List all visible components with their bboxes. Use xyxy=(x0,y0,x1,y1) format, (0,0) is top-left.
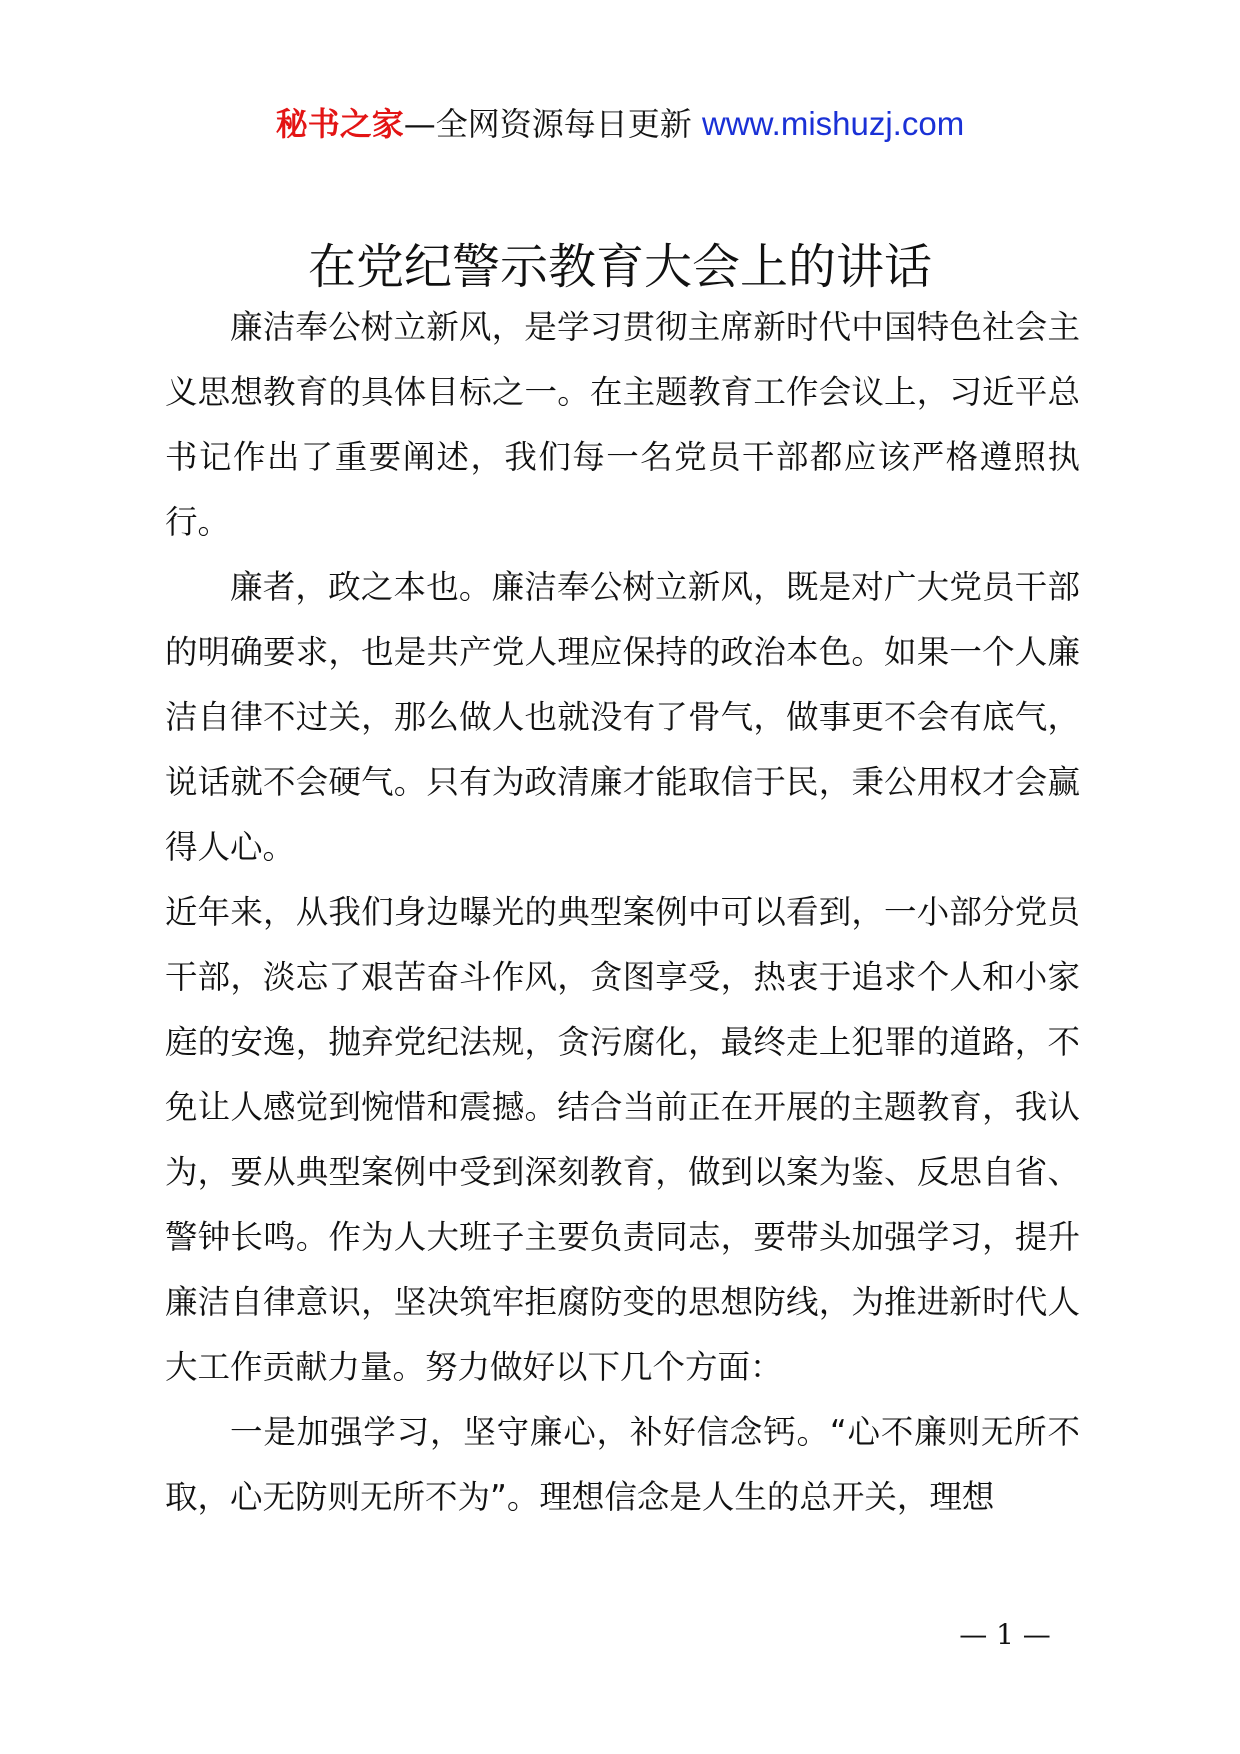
document-title: 在党纪警示教育大会上的讲话 xyxy=(307,239,932,295)
paragraph-4: 一是加强学习，坚守廉心，补好信念钙。“心不廉则无所不取，心无防则无所不为”。理想信念是人生的总开关，理想 xyxy=(165,1413,1080,1516)
site-header xyxy=(0,94,1240,154)
paragraph-2: 廉者，政之本也。廉洁奉公树立新风，既是对广大党员干部的明确要求，也是共产党人理应保持的政治本色。如果一个人廉洁自律不过关，那么做人也就没有了骨气，做事更不会有底气，说话就不会硬气。只有为政清廉才能取信于民，秉公用权才会赢得人心。 xyxy=(165,568,1080,866)
paragraph-1: 廉洁奉公树立新风，是学习贯彻主席新时代中国特色社会主义思想教育的具体目标之一。在主题教育工作会议上，习近平总书记作出了重要阐述，我们每一名党员干部都应该严格遵照执行。 xyxy=(165,308,1080,541)
site-tagline: —全网资源每日更新 xyxy=(403,105,702,143)
site-url-link[interactable]: www.mishuzj.com xyxy=(701,105,965,142)
paragraph-3: 近年来，从我们身边曝光的典型案例中可以看到，一小部分党员干部，淡忘了艰苦奋斗作风，贪图享受，热衷于追求个人和小家庭的安逸，抛弃党纪法规，贪污腐化，最终走上犯罪的道路，不免让人感觉到惋惜和震撼。结合当前正在开展的主题教育，我认为，要从典型案例中受到深刻教育，做到以案为鉴、反思自省、警钟长鸣。作为人大班子主要负责同志，要带头加强学习，提升廉洁自律意识，坚决筑牢拒腐防变的思想防线，为推进新时代人大工作贡献力量。努力做好以下几个方面： xyxy=(165,893,1080,1386)
page-number: — 1 — xyxy=(959,1618,1051,1651)
site-brand: 秘书之家 xyxy=(275,105,404,143)
document-body xyxy=(165,295,1080,1530)
